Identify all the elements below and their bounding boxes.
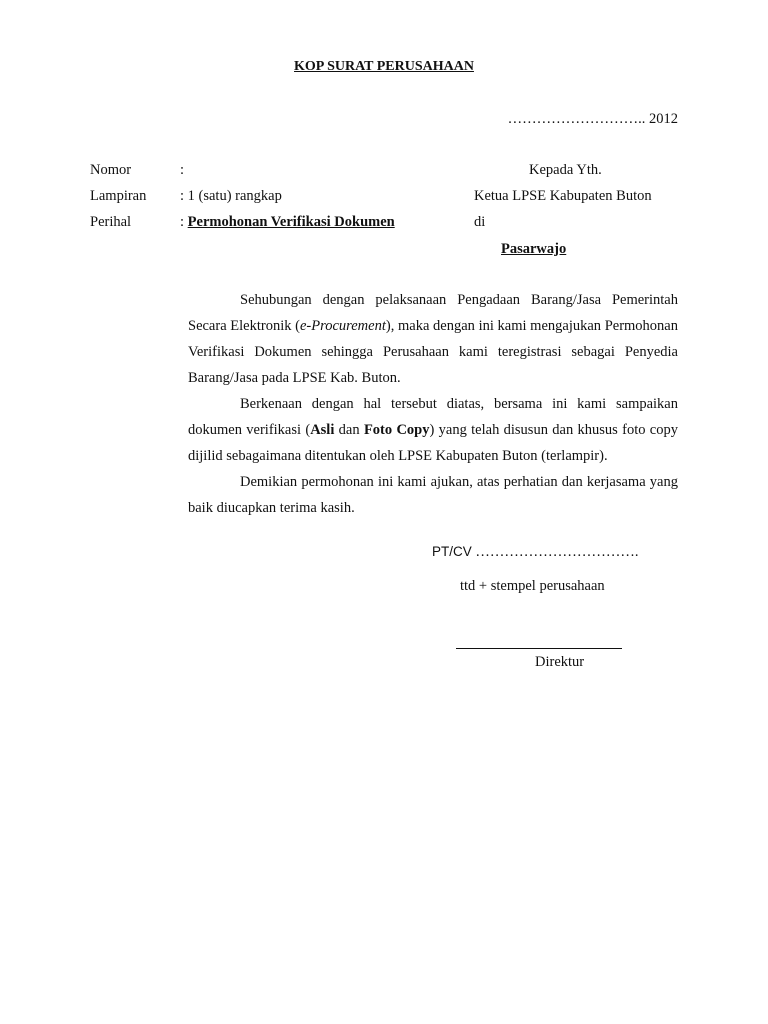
recipient-name: Ketua LPSE Kabupaten Buton <box>474 188 652 204</box>
p2-text-a: Berkenaan dengan hal tersebut diatas, bersama ini kami sampaikan dokumen verifikasi ( <box>188 396 678 438</box>
recipient-place: Pasarwajo <box>501 241 567 257</box>
p2-bold-asli: Asli <box>310 422 335 438</box>
p1-text-a: Sehubungan dengan pelaksanaan Pengadaan Barang/Jasa Pemerintah Secara Elektronik ( <box>188 292 678 334</box>
p1-italic: e-Procurement <box>299 318 386 334</box>
perihal-colon: : <box>180 214 185 230</box>
letter-body <box>188 287 678 521</box>
company-line <box>432 543 639 561</box>
date-year: 2012 <box>649 111 678 127</box>
letterhead-title: KOP SURAT PERUSAHAAN <box>294 59 474 74</box>
recipient-greeting: Kepada Yth. <box>529 162 602 178</box>
p1-text-b: ), maka dengan ini kami mengajukan Permohonan Verifikasi Dokumen sehingga Perusahaan kami teregistrasi sebagai Penyedia Barang/Jasa pada LPSE Kab. Buton. <box>188 318 678 386</box>
nomor-value: : <box>180 162 185 178</box>
perihal-row <box>180 213 395 231</box>
stamp-note: ttd + stempel perusahaan <box>460 578 605 594</box>
company-placeholder: ……………………………. <box>475 544 639 560</box>
signature-line <box>456 636 622 649</box>
body-paragraph-3: Demikian permohonan ini kami ajukan, atas perhatian dan kerjasama yang baik diucapkan terima kasih. <box>188 474 678 516</box>
company-label: PT/CV <box>432 544 472 559</box>
p2-text-c: ) yang telah disusun dan khusus foto copy dijilid sebagaimana ditentukan oleh LPSE Kabupaten Buton (terlampir). <box>188 422 678 464</box>
p2-text-b: dan <box>334 422 364 438</box>
letter-date <box>508 110 678 128</box>
lampiran-value: : 1 (satu) rangkap <box>180 188 282 204</box>
recipient-di: di <box>474 214 486 230</box>
perihal-value: Permohonan Verifikasi Dokumen <box>187 214 395 230</box>
body-paragraph-1 <box>188 287 678 391</box>
perihal-label: Perihal <box>90 214 132 230</box>
p2-bold-fotocopy: Foto Copy <box>363 422 430 438</box>
signer-role: Direktur <box>535 654 585 670</box>
body-paragraph-2 <box>188 391 678 469</box>
nomor-label: Nomor <box>90 162 132 178</box>
date-placeholder: ……………………….. <box>507 111 646 127</box>
lampiran-label: Lampiran <box>90 188 147 204</box>
